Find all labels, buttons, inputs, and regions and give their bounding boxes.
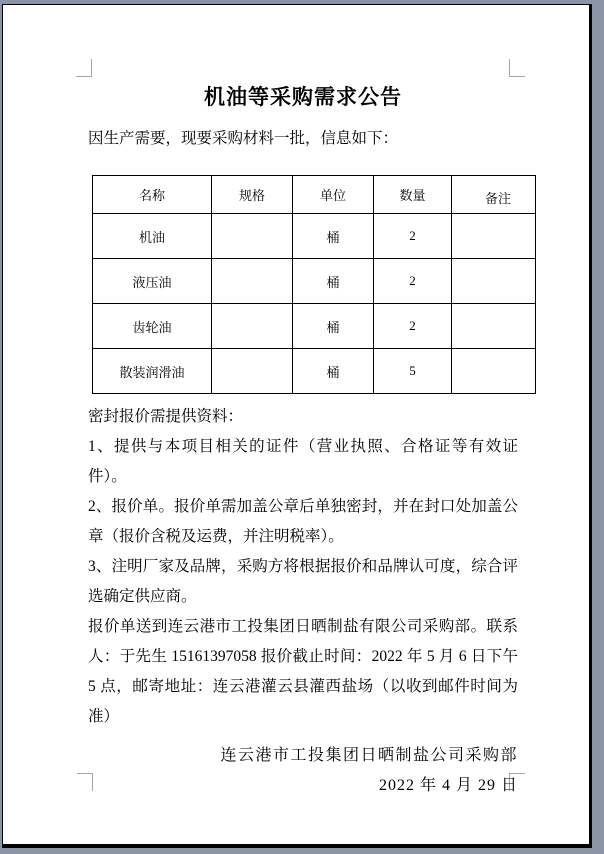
cell-unit: 桶 xyxy=(293,349,374,394)
margin-crop-mark-top-right xyxy=(509,59,525,77)
date-line: 2022 年 4 月 29 日 xyxy=(378,777,518,794)
cell-spec xyxy=(212,349,293,394)
margin-crop-mark-top-left xyxy=(76,59,92,77)
col-header-spec: 规格 xyxy=(212,176,293,214)
body-paragraph: 密封报价需提供资料： xyxy=(88,408,244,425)
intro-paragraph: 因生产需要，现要采购材料一批，信息如下： xyxy=(88,130,399,147)
document-title: 机油等采购需求公告 xyxy=(204,85,402,109)
cell-qty: 2 xyxy=(374,214,452,259)
cell-note xyxy=(452,214,536,259)
col-header-unit: 单位 xyxy=(293,176,374,214)
table-row xyxy=(93,304,536,349)
cell-name: 散装润滑油 xyxy=(93,349,212,394)
body-text-block xyxy=(88,402,518,732)
col-header-name: 名称 xyxy=(93,176,212,214)
table-header-row xyxy=(93,176,536,214)
cell-spec xyxy=(212,259,293,304)
cell-spec xyxy=(212,214,293,259)
col-header-note: 备注 xyxy=(452,176,536,214)
cell-note xyxy=(452,349,536,394)
body-paragraph: 2、报价单。报价单需加盖公章后单独密封，并在封口处加盖公章（报价含税及运费，并注明税率）。 xyxy=(88,498,518,545)
document-content xyxy=(88,77,518,801)
body-paragraph: 3、注明厂家及品牌，采购方将根据报价和品牌认可度，综合评选确定供应商。 xyxy=(88,558,518,605)
cell-qty: 2 xyxy=(374,259,452,304)
signature-line: 连云港市工投集团日晒制盐公司采购部 xyxy=(220,747,518,764)
cell-unit: 桶 xyxy=(293,214,374,259)
table-row xyxy=(93,214,536,259)
table-row xyxy=(93,349,536,394)
body-paragraph: 1、提供与本项目相关的证件（营业执照、合格证等有效证件）。 xyxy=(88,438,518,485)
body-paragraph: 报价单送到连云港市工投集团日晒制盐有限公司采购部。联系人：于先生 15161397058 报价截止时间：2022 年 5 月 6 日下午 5 点，邮寄地址：连云港灌云县灌西盐场（以收到邮件时间为准） xyxy=(88,618,518,725)
cell-unit: 桶 xyxy=(293,304,374,349)
cell-note xyxy=(452,259,536,304)
table-row xyxy=(93,259,536,304)
col-header-qty: 数量 xyxy=(374,176,452,214)
procurement-table xyxy=(92,175,536,394)
cell-note xyxy=(452,304,536,349)
document-page xyxy=(2,4,592,848)
cell-qty: 2 xyxy=(374,304,452,349)
cell-name: 液压油 xyxy=(93,259,212,304)
cell-qty: 5 xyxy=(374,349,452,394)
cell-name: 机油 xyxy=(93,214,212,259)
cell-unit: 桶 xyxy=(293,259,374,304)
cell-spec xyxy=(212,304,293,349)
cell-name: 齿轮油 xyxy=(93,304,212,349)
